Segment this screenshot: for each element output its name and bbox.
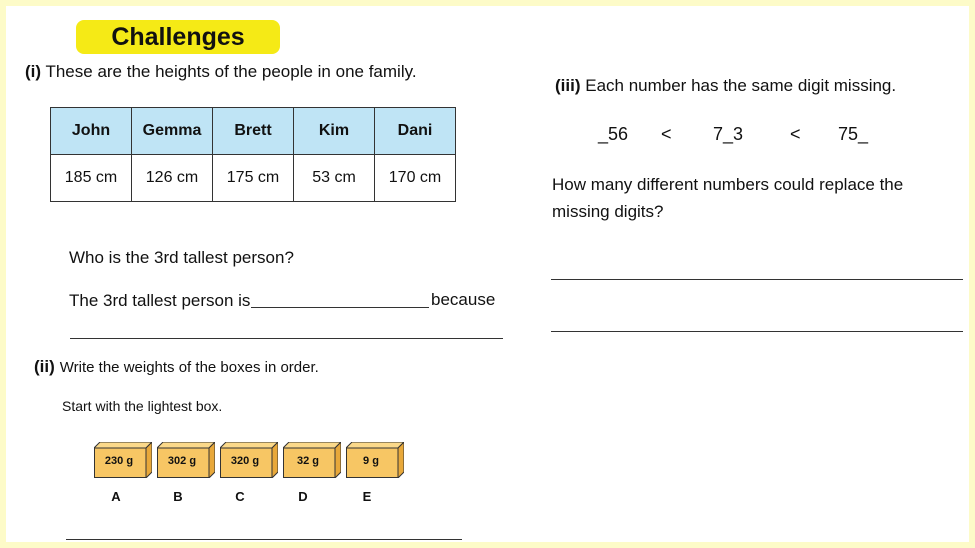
question-1-text: These are the heights of the people in one family. <box>45 62 417 81</box>
question-3 <box>555 76 896 96</box>
box-weight: 32 g <box>296 455 319 467</box>
answer-line-order[interactable] <box>66 539 462 540</box>
weight-box <box>94 442 152 478</box>
question-2 <box>34 357 319 377</box>
name-cell: John <box>51 108 132 155</box>
question-1-number: (i) <box>25 62 42 81</box>
name-cell: Dani <box>375 108 456 155</box>
box-label: B <box>173 489 183 504</box>
name-cell: Gemma <box>132 108 213 155</box>
less-than-sign: < <box>790 124 801 144</box>
question-1 <box>25 62 417 82</box>
title-highlight <box>76 20 280 54</box>
question-3-prompt: How many different numbers could replace the missing digits? <box>552 175 904 221</box>
weight-box <box>220 442 278 478</box>
question-2-number: (ii) <box>34 357 55 376</box>
question-2-text: Write the weights of the boxes in order. <box>59 359 319 376</box>
answer-blank-name[interactable] <box>251 307 429 308</box>
because-label: because <box>431 290 496 309</box>
heights-table-header <box>51 108 456 155</box>
name-cell: Kim <box>294 108 375 155</box>
heights-table <box>50 107 456 202</box>
sequence-number: 7_3 <box>713 124 744 144</box>
box-weight: 302 g <box>167 455 197 467</box>
answer-line-reason[interactable] <box>70 338 503 339</box>
box-label: C <box>235 489 245 504</box>
height-cell: 175 cm <box>213 155 294 202</box>
box-label: A <box>111 489 121 504</box>
height-cell: 126 cm <box>132 155 213 202</box>
heights-table-row <box>51 155 456 202</box>
less-than-sign: < <box>661 124 672 144</box>
box-weight: 320 g <box>230 455 260 467</box>
box-weight: 9 g <box>363 455 379 467</box>
answer-line-1[interactable] <box>551 279 963 280</box>
box-label: E <box>362 489 372 504</box>
weight-box <box>283 442 341 478</box>
height-cell: 53 cm <box>294 155 375 202</box>
box-weight: 230 g <box>104 455 134 467</box>
box-label: D <box>298 489 308 504</box>
page-title: Challenges <box>111 23 245 51</box>
answer-line-2[interactable] <box>551 331 963 332</box>
height-cell: 170 cm <box>375 155 456 202</box>
question-3-number: (iii) <box>555 76 581 95</box>
height-cell: 185 cm <box>51 155 132 202</box>
weight-box <box>157 442 215 478</box>
question-2-instruction: Start with the lightest box. <box>62 398 223 414</box>
name-cell: Brett <box>213 108 294 155</box>
worksheet-page <box>6 6 969 542</box>
sequence-number: 75_ <box>838 124 869 144</box>
question-3-text: Each number has the same digit missing. <box>585 76 897 95</box>
question-1-prompt: Who is the 3rd tallest person? <box>69 248 294 267</box>
sequence-number: _56 <box>598 124 629 144</box>
question-1-answer-prefix: The 3rd tallest person is <box>69 291 251 310</box>
weight-box <box>346 442 404 478</box>
